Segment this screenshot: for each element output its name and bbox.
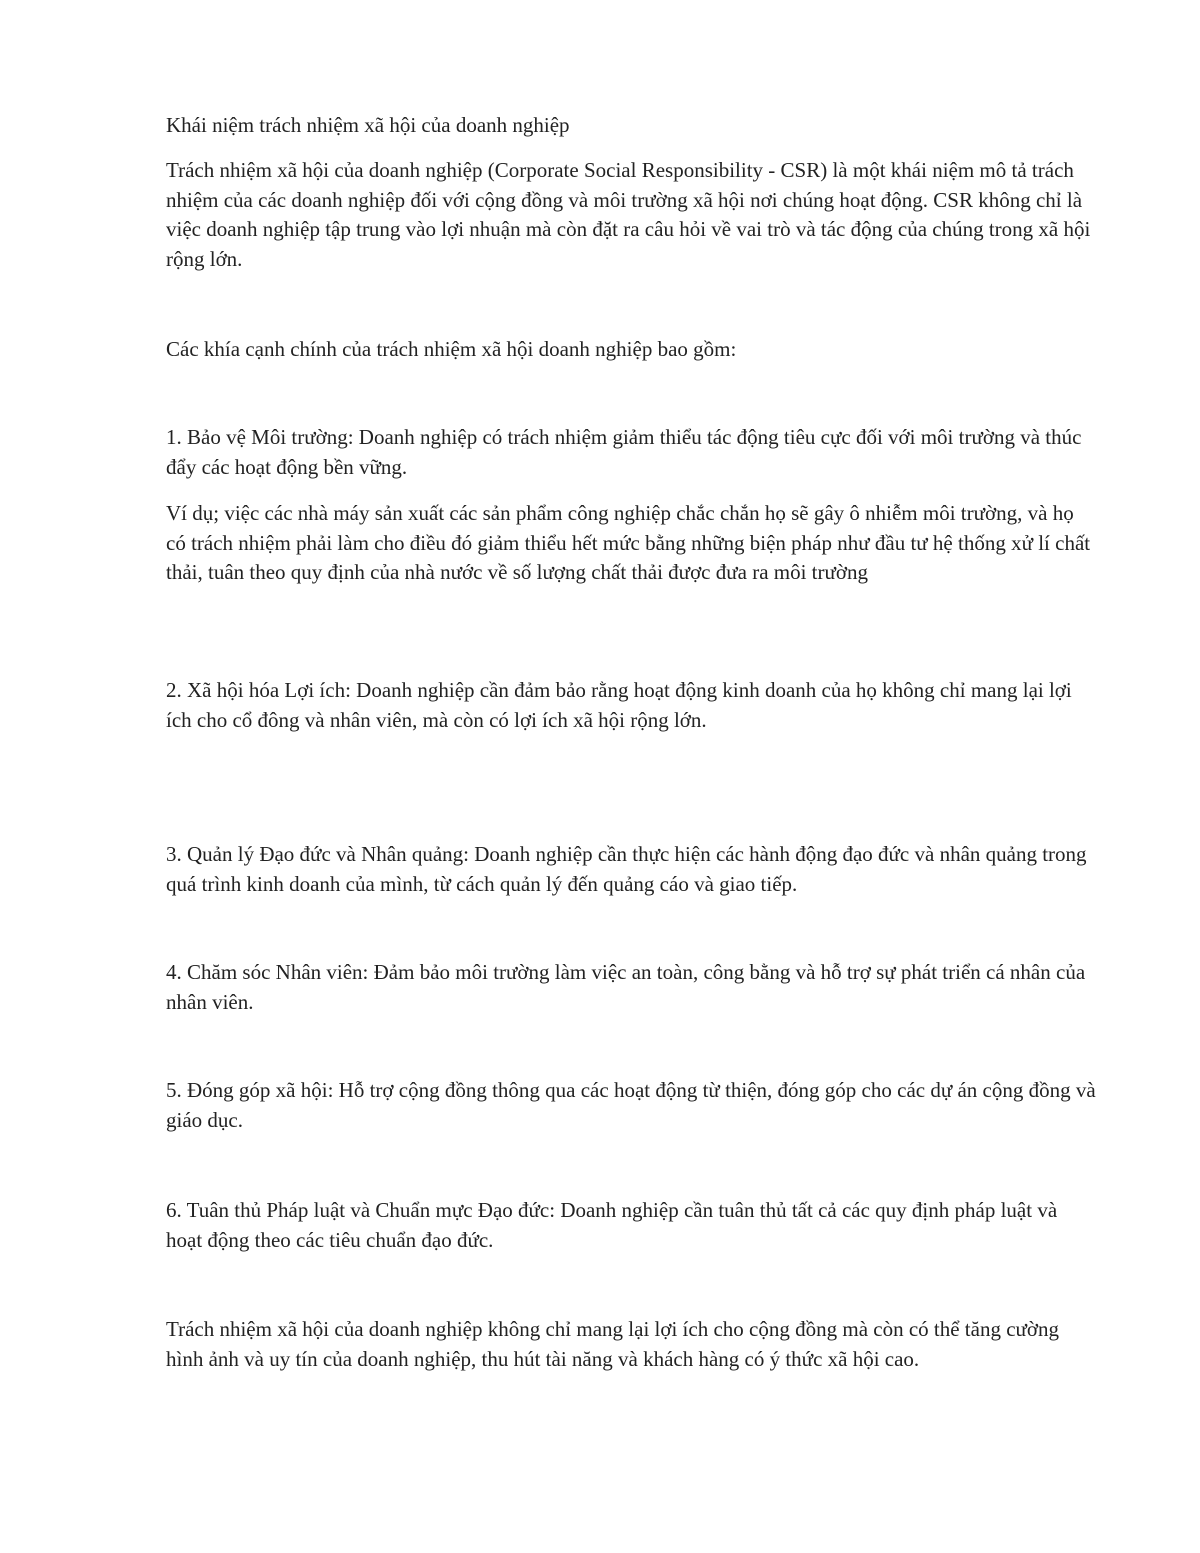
aspect-social-contribution: 5. Đóng góp xã hội: Hỗ trợ cộng đồng thông qua các hoạt động từ thiện, đóng góp cho các dự án cộng đồng và giáo dục. [166, 1078, 1096, 1132]
intro-paragraph: Trách nhiệm xã hội của doanh nghiệp (Corporate Social Responsibility - CSR) là một khái niệm mô tả trách nhiệm của các doanh nghiệp đối với cộng đồng và môi trường xã hội nơi chúng hoạt động. CSR không chỉ là việc doanh nghiệp tập trung vào lợi nhuận mà còn đặt ra câu hỏi về vai trò và tác động của chúng trong xã hội rộng lớn. [166, 158, 1091, 271]
conclusion-paragraph: Trách nhiệm xã hội của doanh nghiệp không chỉ mang lại lợi ích cho cộng đồng mà còn có thể tăng cường hình ảnh và uy tín của doanh nghiệp, thu hút tài năng và khách hàng có ý thức xã hội cao. [166, 1317, 1060, 1371]
aspects-heading: Các khía cạnh chính của trách nhiệm xã hội doanh nghiệp bao gồm: [166, 337, 737, 361]
aspect-legal-compliance: 6. Tuân thủ Pháp luật và Chuẩn mực Đạo đức: Doanh nghiệp cần tuân thủ tất cả các quy định pháp luật và hoạt động theo các tiêu chuẩn đạo đức. [166, 1198, 1058, 1252]
aspect-social-benefits: 2. Xã hội hóa Lợi ích: Doanh nghiệp cần đảm bảo rằng hoạt động kinh doanh của họ không chỉ mang lại lợi ích cho cổ đông và nhân viên, mà còn có lợi ích xã hội rộng lớn. [166, 678, 1072, 732]
document-title: Khái niệm trách nhiệm xã hội của doanh nghiệp [166, 113, 570, 137]
aspect-environment: 1. Bảo vệ Môi trường: Doanh nghiệp có trách nhiệm giảm thiểu tác động tiêu cực đối với môi trường và thúc đẩy các hoạt động bền vững. [166, 425, 1082, 479]
aspect-employee-care: 4. Chăm sóc Nhân viên: Đảm bảo môi trường làm việc an toàn, công bằng và hỗ trợ sự phát triển cá nhân của nhân viên. [166, 960, 1086, 1014]
environment-example: Ví dụ; việc các nhà máy sản xuất các sản phẩm công nghiệp chắc chắn họ sẽ gây ô nhiễm môi trường, và họ có trách nhiệm phải làm cho điều đó giảm thiểu hết mức bằng những biện pháp như đầu tư hệ thống xử lí chất thải, tuân theo quy định của nhà nước về số lượng chất thải được đưa ra môi trường [166, 501, 1091, 584]
aspect-ethics-management: 3. Quản lý Đạo đức và Nhân quảng: Doanh nghiệp cần thực hiện các hành động đạo đức và nhân quảng trong quá trình kinh doanh của mình, từ cách quản lý đến quảng cáo và giao tiếp. [166, 842, 1087, 896]
